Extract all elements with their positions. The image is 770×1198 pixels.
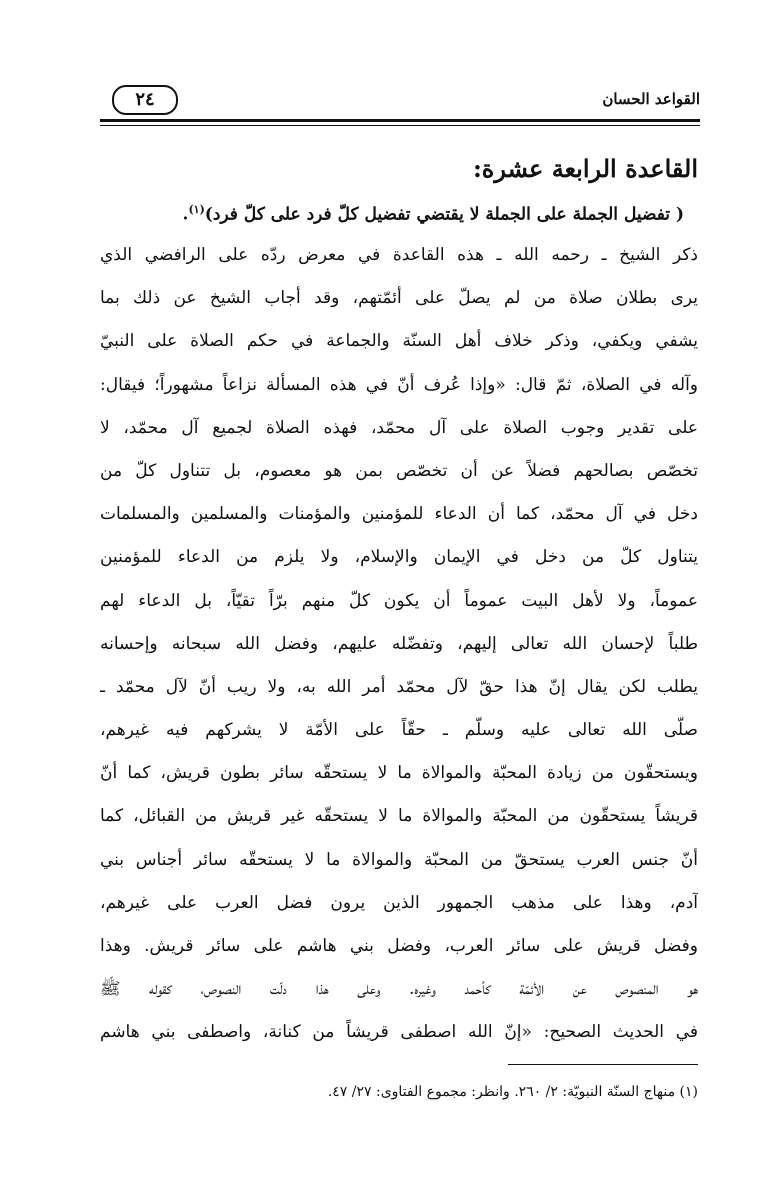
subheading-text: ( تفضيل الجملة على الجملة لا يقتضي تفضيل كلّ فرد على كلّ فرد) <box>204 204 684 225</box>
text-line: صلّى الله تعالى عليه وسلّم ـ حقّاً على الأمّة لا يشركهم فيه غيرهم، <box>100 720 698 741</box>
footnote-marker: (١) <box>188 203 205 216</box>
text-line: آدم، وهذا على مذهب الجمهور الذين يرون فضل العرب على غيرهم، <box>100 892 698 913</box>
text-line: هو المنصوص عن الأئمّة كأحمد وغيره. وعلى هذا دلّت النصوص، كقوله ﷺ <box>100 979 698 1000</box>
text-line: دخل في آل محمّد، كما أن الدعاء للمؤمنين والمؤمنات والمسلمين والمسلمات <box>100 504 698 525</box>
text-line: يتناول كلّ من دخل في الإيمان والإسلام، ولا يلزم من الدعاء للمؤمنين <box>100 547 698 568</box>
footnote: (١) منهاج السنّة النبويّة: ٢/ ٢٦٠. وانظر: مجموع الفتاوى: ٢٧/ ٤٧. <box>327 1084 698 1100</box>
text-line: عموماً، ولا لأهل البيت عموماً أن يكون كلّ منهم برّاً تقيّاً، بل الدعاء لهم <box>100 590 698 611</box>
section-heading: القاعدة الرابعة عشرة: <box>472 154 698 183</box>
text-line: في الحديث الصحيح: «إنّ الله اصطفى قريشاً من كنانة، واصطفى بني هاشم <box>100 1022 698 1043</box>
header-rule-thick <box>100 119 700 122</box>
text-line: طلباً لإحسان الله تعالى إليهم، وتفضّله عليهم، وفضل الله سبحانه وإحسانه <box>100 633 698 654</box>
page-header <box>100 84 700 118</box>
footnote-separator <box>508 1064 698 1065</box>
section-subheading <box>100 192 698 234</box>
text-line: يطلب لكن يقال إنّ هذا حقّ لآل محمّد أمر الله به، ولا ريب أنّ لآل محمّد ـ <box>100 676 698 697</box>
text-line: يرى بطلان صلاة من لم يصلّ على أئمّتهم، وقد أجاب الشيخ عن ذلك بما <box>100 288 698 309</box>
text-line: يشفي ويكفي، وذكر خلاف أهل السنّة والجماعة في حكم الصلاة على النبيّ <box>100 331 698 352</box>
text-line: أنّ جنس العرب يستحقّ من المحبّة والموالاة ما لا يستحقّه سائر أجناس بني <box>100 849 698 870</box>
text-line: على تقدير وجوب الصلاة على آل محمّد، فهذه الصلاة لجميع آل محمّد، لا <box>100 417 698 438</box>
text-line: ذكر الشيخ ـ رحمه الله ـ هذه القاعدة في معرض ردّه على الرافضي الذي <box>100 245 698 265</box>
text-line: قريشاً يستحقّون من المحبّة والموالاة ما لا يستحقّه غير قريش من القبائل، كما <box>100 806 698 827</box>
page-number: ٢٤ <box>112 85 178 115</box>
text-line: ويستحقّون من زيادة المحبّة والموالاة ما لا يستحقّه سائر بطون قريش، كما أنّ <box>100 763 698 784</box>
text-line: وآله في الصلاة، ثمّ قال: «وإذا عُرف أنّ في هذه المسألة نزاعاً مشهوراً؛ فيقال: <box>100 374 698 395</box>
subheading-end: . <box>182 204 189 225</box>
body-text <box>100 146 698 1055</box>
header-rule-thin <box>100 125 700 126</box>
text-line: تخصّص بصالحهم فضلاً عن أن تخصّص بمن هو معصوم، بل تتناول كلّ من <box>100 460 698 481</box>
running-title: القواعد الحسان <box>602 90 700 108</box>
text-line: وفضل قريش على سائر العرب، وفضل بني هاشم على سائر قريش. وهذا <box>100 936 698 956</box>
